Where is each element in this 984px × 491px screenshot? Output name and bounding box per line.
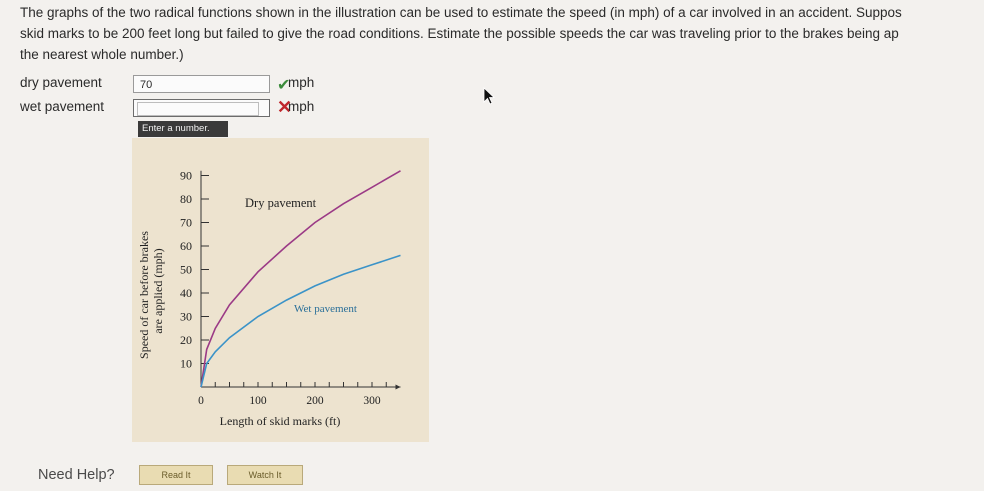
y-tick-label: 30 (180, 309, 192, 324)
y-tick-label: 10 (180, 356, 192, 371)
x-axis-arrow-icon (396, 385, 401, 390)
wet-pavement-label: wet pavement (20, 99, 105, 114)
dry-pavement-label: dry pavement (20, 75, 102, 90)
y-tick-label: 60 (180, 239, 192, 253)
dry-pavement-series-label: Dry pavement (245, 196, 317, 210)
wet-pavement-series-label: Wet pavement (294, 303, 357, 315)
question-text (20, 2, 984, 65)
x-tick-label: 200 (306, 395, 324, 407)
y-tick-label: 50 (180, 262, 192, 277)
wet-unit: mph (288, 99, 315, 114)
x-tick-label: 100 (249, 395, 267, 407)
graph-panel (132, 138, 429, 442)
checkmark-icon: ✔ (277, 77, 291, 94)
y-tick-label: 90 (180, 168, 192, 183)
y-tick-label: 80 (180, 192, 192, 206)
question-line-3: the nearest whole number.) (20, 47, 184, 62)
wet-pavement-input[interactable] (133, 99, 270, 117)
tooltip: Enter a number. (138, 121, 228, 137)
cross-icon: ✕ (277, 97, 293, 117)
y-axis-label-line-1: Speed of car before brakes (137, 231, 151, 359)
mouse-cursor-icon (483, 87, 495, 105)
x-tick-label: 300 (363, 395, 381, 407)
x-axis-label: Length of skid marks (ft) (219, 414, 341, 428)
need-help-label: Need Help? (38, 467, 115, 483)
question-line-1: The graphs of the two radical functions shown in the illustration can be used to estimate the speed (in mph) of a car involved in an accident. Suppos (20, 5, 902, 20)
skid-chart (132, 138, 429, 442)
y-tick-label: 70 (180, 215, 192, 230)
y-tick-label: 40 (180, 286, 192, 300)
question-line-2: skid marks to be 200 feet long but failed to give the road conditions. Estimate the possible speeds the car was traveling prior to the brakes being ap (20, 26, 899, 41)
read-it-button[interactable]: Read It (139, 465, 213, 485)
dry-pavement-input[interactable]: 70 (133, 75, 270, 93)
dry-unit: mph (288, 75, 315, 90)
y-axis-label-line-2: are applied (mph) (151, 248, 165, 334)
watch-it-button[interactable]: Watch It (227, 465, 303, 485)
y-tick-label: 20 (180, 333, 192, 347)
input-focus-ring (137, 102, 259, 116)
x-tick-label: 0 (198, 395, 204, 407)
wet-pavement-line (201, 255, 401, 387)
